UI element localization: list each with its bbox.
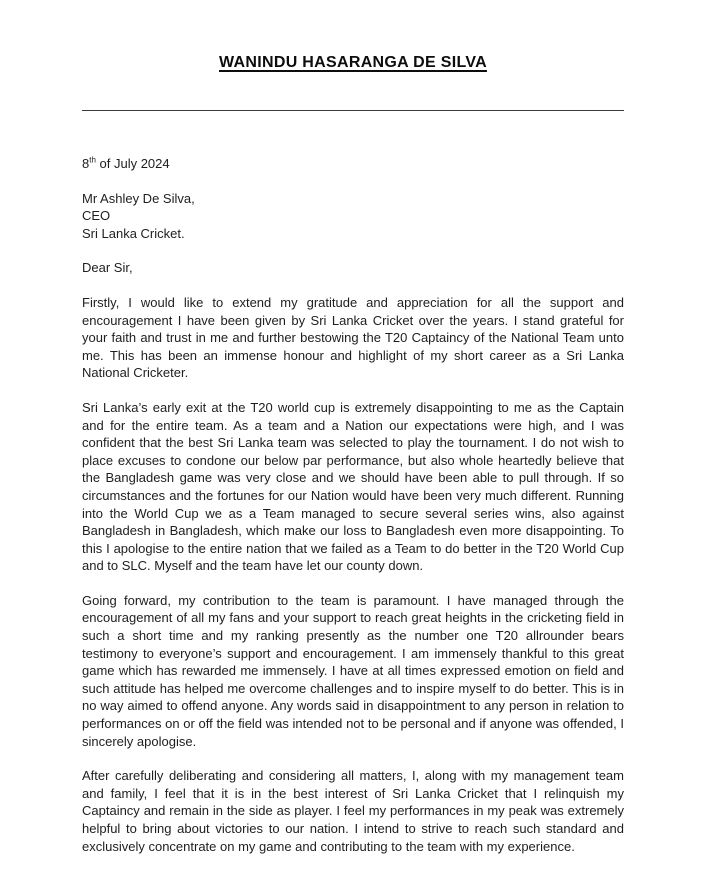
date-ordinal-suffix: th xyxy=(89,155,96,165)
date-day: 8 xyxy=(82,156,90,171)
recipient-name: Mr Ashley De Silva, xyxy=(82,190,195,206)
divider-line xyxy=(82,110,624,111)
recipient-organization: Sri Lanka Cricket. xyxy=(82,225,185,241)
paragraph-relinquish-captaincy: After carefully deliberating and considering all matters, I, along with my management team and family, I feel that it is in the best interest of Sri Lanka Cricket that I relinquish my Captaincy and remain in the side as player. I feel my performances in my peak was extremely helpful to bring about victories to our nation. I intend to strive to reach such standard and exclusively concentrate on my game and contributing to the team with my experience. xyxy=(82,768,624,854)
paragraph-going-forward: Going forward, my contribution to the team is paramount. I have managed through the encouragement of all my fans and your support to reach great heights in the cricketing field in such a short time and my ranking presently as the number one T20 allrounder bears testimony to everyone’s support and encouragement. I am immensely thankful to this great game which has rewarded me immensely. I have at all times expressed emotion on field and such attitude has helped me overcome challenges and to inspire myself to do better. This is in no way aimed to offend anyone. Any words said in disappointment to any person in relation to performances on or off the field was intended not to be personal and if anyone was offended, I sincerely apologise. xyxy=(82,592,624,749)
salutation: Dear Sir, xyxy=(82,260,133,276)
paragraph-gratitude: Firstly, I would like to extend my gratitude and appreciation for all the support and encouragement I have been given by Sri Lanka Cricket over the years. I stand grateful for your faith and trust in me and further bestowing the T20 Captaincy of the National Team unto me. This has been an immense honour and highlight of my short career as a Sri Lanka National Cricketer. xyxy=(82,294,624,381)
paragraph-world-cup-exit: Sri Lanka’s early exit at the T20 world cup is extremely disappointing to me as the Captain and for the entire team. As a team and a Nation our expectations were high, and I was confident that the best Sri Lanka team was selected to play the tournament. I do not wish to place excuses to condone our below par performance, but also whole heartedly believe that the Bangladesh game was very close and we should have been able to pull through. If so circumstances and the fortunes for our Nation would have been very much different. Running into the World Cup we as a Team managed to secure several series wins, also against Bangladesh in Bangladesh, which make our loss to Bangladesh even more disappointing. To this I apologise to the entire nation that we failed as a Team to do better in the T20 World Cup and to SLC. Myself and the team have let our county down. xyxy=(82,399,624,574)
letter-date xyxy=(82,155,624,173)
document-title: WANINDU HASARANGA DE SILVA xyxy=(219,54,487,71)
recipient-role: CEO xyxy=(82,208,111,224)
recipient-block xyxy=(82,190,624,243)
date-rest: of July 2024 xyxy=(95,156,170,171)
letter-body xyxy=(82,155,624,855)
